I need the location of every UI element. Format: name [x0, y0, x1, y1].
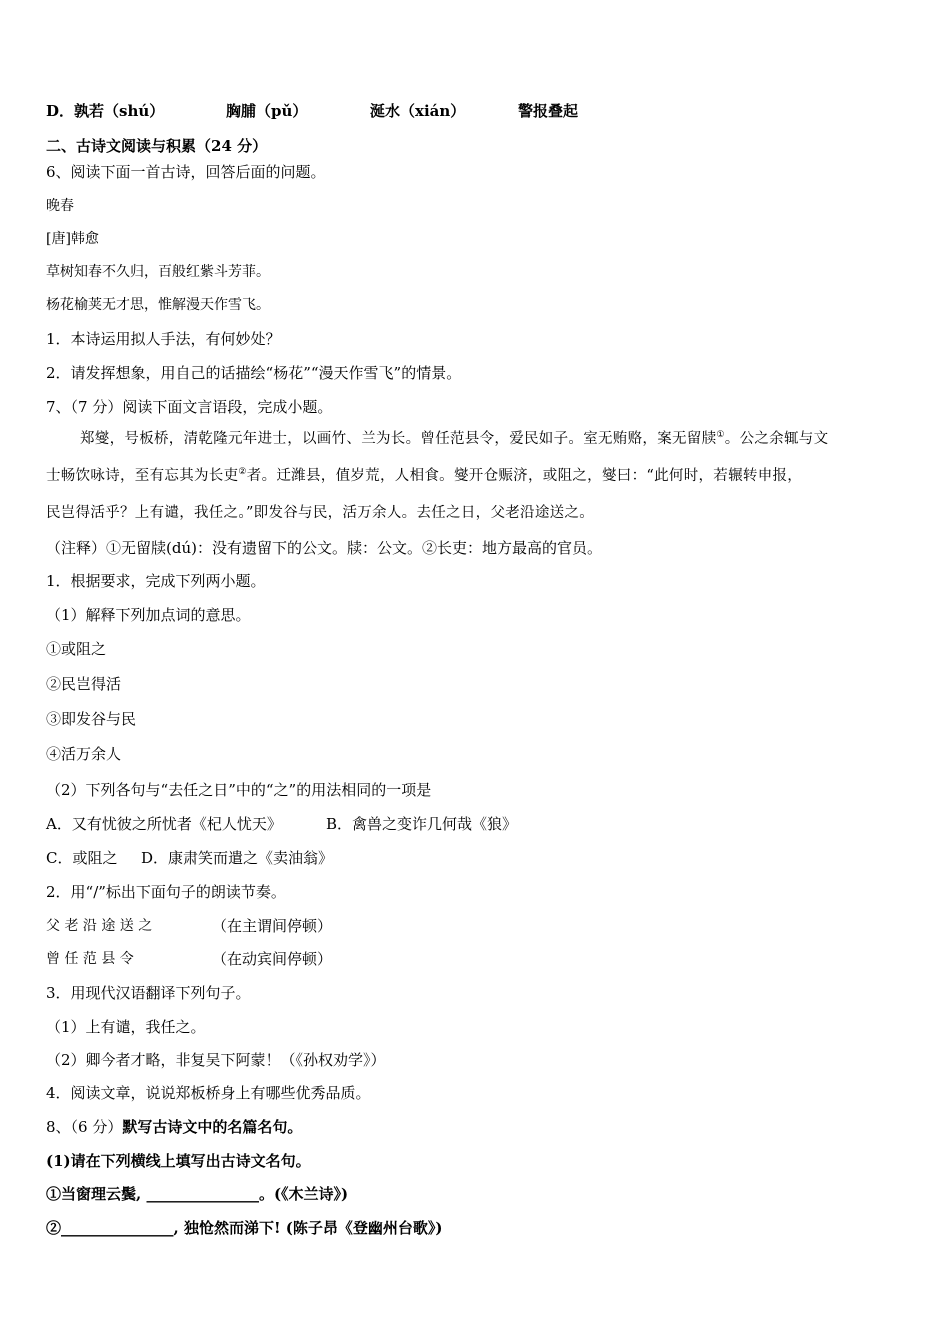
choice-a: A．又有忧彼之所忧者《杞人忧天》: [46, 815, 282, 833]
rhythm-1-text: 父 老 沿 途 送 之: [46, 918, 153, 934]
passage-line-1a: 郑燮，号板桥，清乾隆元年进士，以画竹、兰为长。曾任范县令，爱民如子。室无贿赂，案无留牍: [80, 431, 717, 447]
poem-line-2: 杨花榆荚无才思，惟解漫天作雪飞。: [46, 297, 270, 313]
q7-s3-2: （2）卿今者才略，非复吴下阿蒙！（《孙权劝学》）: [46, 1051, 386, 1069]
poem-line-1: 草树知春不久归，百般红紫斗芳菲。: [46, 264, 270, 280]
q8-s1: (1)请在下列横线上填写出古诗文名句。: [46, 1152, 311, 1170]
option-d-label: D．孰若（shú）: [46, 102, 165, 120]
q8-prompt-text: 默写古诗文中的名篇名句。: [122, 1118, 303, 1136]
word-item-2: ②民岂得活: [46, 675, 122, 693]
choice-d: D．康肃笑而遣之《卖油翁》: [141, 849, 334, 867]
poem-title: 晚春: [46, 198, 74, 214]
option-d-word3: 涎水（xián）: [370, 102, 466, 120]
poem-author: [唐]韩愈: [46, 231, 99, 247]
rhythm-1-hint: （在主谓间停顿）: [212, 917, 333, 935]
q6-sub1: 1．本诗运用拟人手法，有何妙处？: [46, 330, 281, 348]
q8-prompt-score: 8、（6 分）: [46, 1118, 123, 1136]
note-mark-1: ①: [716, 430, 725, 440]
choice-c: C．或阻之: [46, 849, 118, 867]
passage-line-2a: 士畅饮咏诗，至有忘其为长吏: [46, 468, 239, 484]
word-item-3: ③即发谷与民: [46, 710, 137, 728]
q7-s1-1: （1）解释下列加点词的意思。: [46, 606, 251, 624]
q7-s2: 2．用“/”标出下面句子的朗读节奏。: [46, 883, 286, 901]
q8-fill-1: ①当窗理云鬓, _______________。(《木兰诗》): [46, 1185, 349, 1203]
rhythm-2-text: 曾 任 范 县 令: [46, 951, 134, 967]
passage-line-3: 民岂得活乎？上有谴，我任之。”即发谷与民，活万余人。去任之日，父老沿途送之。: [46, 505, 595, 521]
q8-fill-2: ②_______________, 独怆然而涕下! (陈子昂《登幽州台歌》): [46, 1219, 443, 1237]
passage-line-1: [46, 421, 908, 458]
classical-passage: [46, 421, 908, 532]
q7-s4: 4．阅读文章，说说郑板桥身上有哪些优秀品质。: [46, 1084, 371, 1102]
passage-line-1b: 。公之余辄与文: [724, 431, 829, 447]
passage-line-2: [46, 458, 908, 495]
q7-s1: 1．根据要求，完成下列两小题。: [46, 572, 266, 590]
q7-s3-1: （1）上有谴，我任之。: [46, 1018, 206, 1036]
q7-notes: （注释）①无留牍(dú)：没有遗留下的公文。牍：公文。②长吏：地方最高的官员。: [46, 539, 602, 557]
passage-line-2b: 者。迁潍县，值岁荒，人相食。燮开仓赈济，或阻之，燮曰：“此何时，若辗转申报，: [246, 468, 803, 484]
choice-b: B．禽兽之变诈几何哉《狼》: [326, 815, 518, 833]
rhythm-2-hint: （在动宾间停顿）: [212, 950, 333, 968]
option-d-word2: 胸脯（pǔ）: [226, 102, 308, 120]
q7-s1-2: （2）下列各句与“去任之日”中的“之”的用法相同的一项是: [46, 781, 432, 799]
note-mark-2: ②: [238, 467, 247, 477]
word-item-4: ④活万余人: [46, 745, 122, 763]
word-item-1: ①或阻之: [46, 640, 107, 658]
q6-sub2: 2．请发挥想象，用自己的话描绘“杨花”“漫天作雪飞”的情景。: [46, 364, 462, 382]
section-heading: 二、古诗文阅读与积累（24 分）: [46, 137, 268, 155]
q7-prompt: 7、（7 分）阅读下面文言语段，完成小题。: [46, 398, 333, 416]
q7-s3: 3．用现代汉语翻译下列句子。: [46, 984, 251, 1002]
q8-prompt: [46, 1117, 302, 1137]
option-d-word4: 警报叠起: [518, 102, 579, 120]
q6-prompt: 6、阅读下面一首古诗，回答后面的问题。: [46, 163, 326, 181]
